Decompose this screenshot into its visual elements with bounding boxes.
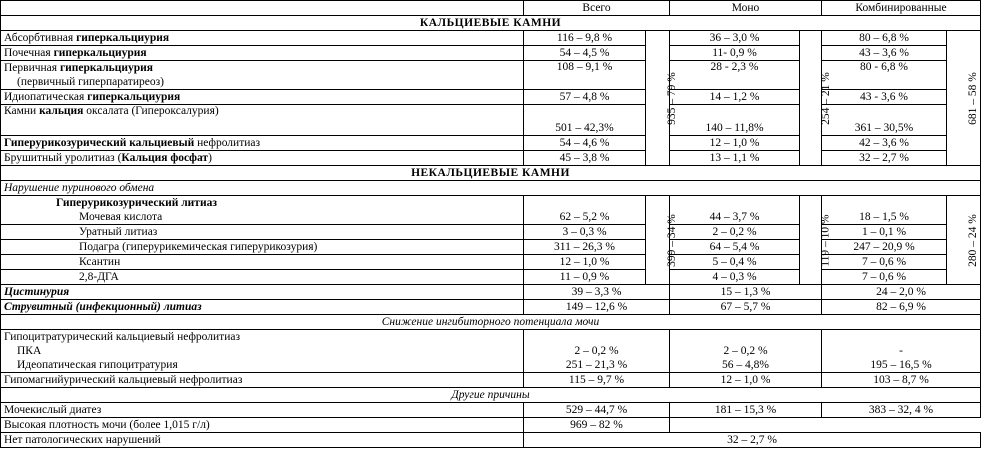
row-label: Камни кальция оксалата (Гипероксалурия) [1, 105, 524, 136]
cell-comb: 32 – 2,7 % [822, 151, 947, 166]
cell-comb: 195 – 16,5 % [822, 358, 981, 373]
header-row [1, 1, 981, 16]
cell-mono-empty [670, 330, 822, 345]
row-label: Подагра (гиперурикемическая гиперурикозурия) [1, 240, 524, 255]
cell-mono: 181 – 15,3 % [670, 403, 822, 418]
table-row [1, 61, 981, 76]
cell-all: 11 – 0,9 % [524, 270, 646, 285]
other-title: Другие причины [1, 388, 981, 403]
row-label-line2: (первичный гиперпаратиреоз) [1, 75, 524, 90]
cell-comb: 43 – 3,6 % [822, 46, 947, 61]
cell-mono: 36 – 3,0 % [670, 31, 800, 46]
row-label: Нет патологических нарушений [1, 433, 524, 448]
table-row [1, 196, 981, 211]
header-all: Всего [524, 1, 670, 16]
table-row [1, 210, 981, 225]
row-label: Ксантин [1, 255, 524, 270]
cell-mono: 44 – 3,7 % [670, 210, 800, 225]
cell-all: 529 – 44,7 % [524, 403, 670, 418]
calcium-section-header [1, 16, 981, 31]
cell-all-empty [524, 330, 670, 345]
cell-comb: 82 – 6,9 % [822, 300, 981, 315]
cell-comb: 43 - 3,6 % [822, 90, 947, 105]
cell-comb: 247 – 20,9 % [822, 240, 947, 255]
cell-mono: 5 – 0,4 % [670, 255, 800, 270]
table-row [1, 225, 981, 240]
noncalcium-total-all: 399 – 34 % [646, 196, 670, 285]
cell-all: 57 – 4,8 % [524, 90, 646, 105]
calcium-title: КАЛЬЦИЕВЫЕ КАМНИ [1, 16, 981, 31]
row-label: Струвитный (инфекционный) литиаз [1, 300, 524, 315]
cell-empty [670, 418, 981, 433]
cell-comb: 103 – 8,7 % [822, 373, 981, 388]
cell-all: 116 – 9,8 % [524, 31, 646, 46]
cell-all-empty [524, 196, 646, 211]
row-label: ПКА [1, 344, 524, 358]
inhibitor-section-header [1, 315, 981, 330]
noncalcium-title: НЕКАЛЬЦИЕВЫЕ КАМНИ [1, 166, 981, 181]
cell-all: 149 – 12,6 % [524, 300, 670, 315]
row-label: Гиперурикозурический кальциевый нефролитиаз [1, 136, 524, 151]
table-row [1, 418, 981, 433]
row-label: Цистинурия [1, 285, 524, 300]
row-label: 2,8-ДГА [1, 270, 524, 285]
cell-all: 108 – 9,1 % [524, 61, 646, 90]
row-label: Мочевая кислота [1, 210, 524, 225]
table-row [1, 31, 981, 46]
cell-comb: 18 – 1,5 % [822, 210, 947, 225]
cell-comb: 42 – 3,6 % [822, 136, 947, 151]
calcium-total-all: 935 – 79 % [646, 31, 670, 166]
calcium-total-mono: 254 – 21 % [800, 31, 822, 166]
table-row [1, 330, 981, 345]
cell-mono: 67 – 5,7 % [670, 300, 822, 315]
noncalcium-total-comb: 280 – 24 % [947, 196, 981, 285]
cell-mono: 12 – 1,0 % [670, 136, 800, 151]
cell-mono: 4 – 0,3 % [670, 270, 800, 285]
table-row [1, 136, 981, 151]
calcium-total-comb: 681 – 58 % [947, 31, 981, 166]
cell-all: 62 – 5,2 % [524, 210, 646, 225]
cell-all: 3 – 0,3 % [524, 225, 646, 240]
table-row [1, 90, 981, 105]
cell-all: 54 – 4,5 % [524, 46, 646, 61]
other-section-header [1, 388, 981, 403]
table-row [1, 151, 981, 166]
cell-all: 251 – 21,3 % [524, 358, 670, 373]
purine-title: Нарушение пуринового обмена [1, 181, 981, 196]
cell-all: 54 – 4,6 % [524, 136, 646, 151]
row-label: Первичная гиперкальциурия [1, 61, 524, 76]
cell-all: 311 – 26,3 % [524, 240, 646, 255]
cell-all: 32 – 2,7 % [524, 433, 981, 448]
table-row [1, 240, 981, 255]
cell-mono: 14 – 1,2 % [670, 90, 800, 105]
cell-comb: 361 – 30,5% [822, 105, 947, 136]
cell-mono: 13 – 1,1 % [670, 151, 800, 166]
cell-mono: 15 – 1,3 % [670, 285, 822, 300]
table-row [1, 358, 981, 373]
cell-comb: 80 – 6,8 % [822, 31, 947, 46]
cell-mono: 64 – 5,4 % [670, 240, 800, 255]
purine-subsection-header [1, 181, 981, 196]
row-label: Почечная гиперкальциурия [1, 46, 524, 61]
table-row [1, 285, 981, 300]
cell-mono: 2 – 0,2 % [670, 344, 822, 358]
cell-comb: 1 – 0,1 % [822, 225, 947, 240]
cell-all: 501 – 42,3% [524, 105, 646, 136]
table-row [1, 270, 981, 285]
cell-all: 12 – 1,0 % [524, 255, 646, 270]
cell-all: 969 – 82 % [524, 418, 670, 433]
cell-comb: 7 – 0,6 % [822, 255, 947, 270]
inhibitor-title: Снижение ингибиторного потенциала мочи [1, 315, 981, 330]
cell-comb: 24 – 2,0 % [822, 285, 981, 300]
cell-mono: 11- 0,9 % [670, 46, 800, 61]
cell-all: 2 – 0,2 % [524, 344, 670, 358]
cell-comb-empty [822, 330, 981, 345]
cell-all: 45 – 3,8 % [524, 151, 646, 166]
cell-mono-empty [670, 196, 800, 211]
cell-comb-empty [822, 196, 947, 211]
row-label: Идиопатическая гиперкальциурия [1, 90, 524, 105]
table-row [1, 403, 981, 418]
table-row [1, 105, 981, 136]
table-row [1, 46, 981, 61]
row-label: Высокая плотность мочи (более 1,015 г/л) [1, 418, 524, 433]
hyperuric-title: Гиперурикозурический литиаз [1, 196, 524, 211]
cell-comb: 383 – 32, 4 % [822, 403, 981, 418]
table-row [1, 255, 981, 270]
cell-mono: 2 – 0,2 % [670, 225, 800, 240]
cell-comb: 7 – 0,6 % [822, 270, 947, 285]
table-row [1, 344, 981, 358]
cell-mono: 12 – 1,0 % [670, 373, 822, 388]
table-row [1, 373, 981, 388]
table-row [1, 433, 981, 448]
cell-mono: 56 – 4,8% [670, 358, 822, 373]
row-label: Брушитный уролитиаз (Кальция фосфат) [1, 151, 524, 166]
table-row [1, 300, 981, 315]
noncalcium-total-mono: 119 – 10 % [800, 196, 822, 285]
row-label: Гипомагнийурический кальциевый нефролитиаз [1, 373, 524, 388]
cell-comb: 80 - 6,8 % [822, 61, 947, 90]
cell-mono: 140 – 11,8% [670, 105, 800, 136]
row-label: Мочекислый диатез [1, 403, 524, 418]
cell-mono: 28 - 2,3 % [670, 61, 800, 90]
header-empty-cell [1, 1, 524, 16]
header-mono: Моно [670, 1, 822, 16]
cell-all: 115 – 9,7 % [524, 373, 670, 388]
noncalcium-section-header [1, 166, 981, 181]
cell-all: 39 – 3,3 % [524, 285, 670, 300]
header-comb: Комбинированные [822, 1, 981, 16]
row-label: Гипоцитратурический кальциевый нефролитиаз [1, 330, 524, 345]
row-label: Идеопатическая гипоцитратурия [1, 358, 524, 373]
cell-comb: - [822, 344, 981, 358]
row-label: Абсорбтивная гиперкальциурия [1, 31, 524, 46]
row-label: Уратный литиаз [1, 225, 524, 240]
